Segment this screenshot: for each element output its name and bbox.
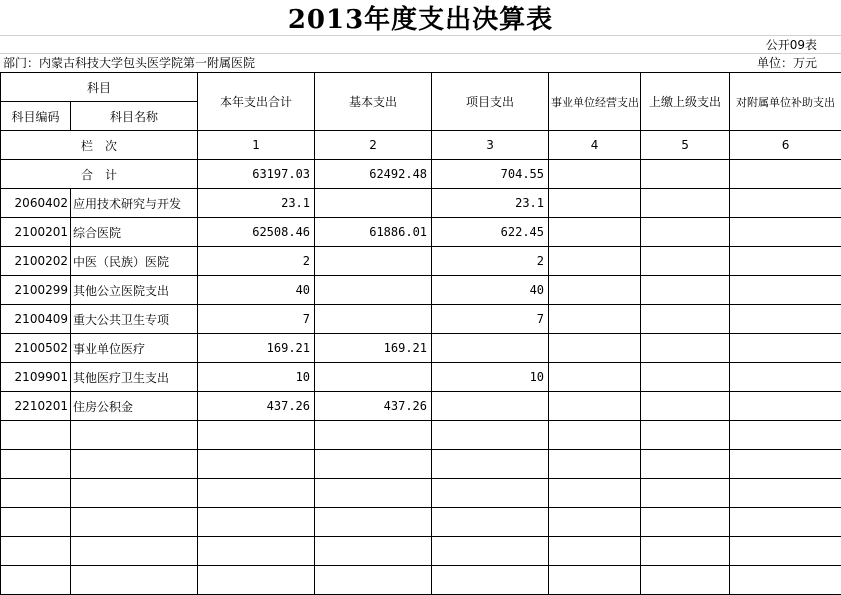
empty-cell [432,537,549,566]
table-row [1,305,841,334]
basic-cell [315,305,432,334]
empty-cell [198,537,315,566]
column-number: 4 [549,131,641,160]
empty-cell [730,566,841,595]
empty-cell [315,508,432,537]
table-row [1,334,841,363]
basic-cell [315,363,432,392]
basic-cell: 437.26 [315,392,432,421]
empty-cell [641,450,730,479]
total-cell: 10 [198,363,315,392]
header-subject-code: 科目编码 [1,102,71,131]
total-row-label: 合 计 [1,160,198,189]
subsidy-cell [730,363,841,392]
empty-cell [549,508,641,537]
basic-cell: 169.21 [315,334,432,363]
header-basic: 基本支出 [315,73,432,131]
upper-cell [641,276,730,305]
total-cell: 63197.03 [198,160,315,189]
upper-cell [641,218,730,247]
subsidy-cell [730,247,841,276]
empty-row [1,537,841,566]
empty-cell [730,508,841,537]
total-cell: 62508.46 [198,218,315,247]
project-cell: 2 [432,247,549,276]
business-cell [549,247,641,276]
empty-cell [432,450,549,479]
grid-line [0,53,841,54]
empty-row [1,421,841,450]
subject-name-cell: 应用技术研究与开发 [71,189,198,218]
column-number: 1 [198,131,315,160]
empty-cell [71,508,198,537]
subject-code-cell: 2060402 [1,189,71,218]
empty-cell [315,537,432,566]
project-cell: 40 [432,276,549,305]
empty-cell [549,450,641,479]
business-cell [549,363,641,392]
table-row [1,218,841,247]
empty-cell [71,566,198,595]
upper-cell [641,363,730,392]
subject-code-cell: 2100409 [1,305,71,334]
empty-cell [641,479,730,508]
header-project: 项目支出 [432,73,549,131]
empty-cell [1,421,71,450]
empty-cell [432,421,549,450]
table-row [1,363,841,392]
business-cell [549,218,641,247]
empty-row [1,479,841,508]
upper-cell [641,247,730,276]
total-cell: 437.26 [198,392,315,421]
header-subject: 科目 [1,73,198,102]
empty-cell [71,421,198,450]
grid-line [0,35,841,36]
subject-name-cell: 其他公立医院支出 [71,276,198,305]
basic-cell [315,276,432,305]
sheet-title: 2013年度支出决算表 [0,0,841,36]
empty-cell [1,508,71,537]
subject-name-cell: 综合医院 [71,218,198,247]
empty-cell [730,421,841,450]
project-cell [432,392,549,421]
empty-cell [315,421,432,450]
total-cell [549,160,641,189]
subsidy-cell [730,276,841,305]
basic-cell [315,189,432,218]
empty-cell [71,479,198,508]
subject-name-cell: 中医（民族）医院 [71,247,198,276]
empty-cell [730,537,841,566]
empty-cell [549,537,641,566]
subject-code-cell: 2100202 [1,247,71,276]
empty-cell [549,566,641,595]
column-number: 6 [730,131,841,160]
expenditure-table [0,72,841,595]
total-cell: 7 [198,305,315,334]
empty-cell [315,450,432,479]
header-upper: 上缴上级支出 [641,73,730,131]
empty-cell [1,450,71,479]
project-cell [432,334,549,363]
total-cell: 2 [198,247,315,276]
department-label: 部门：内蒙古科技大学包头医学院第一附属医院 [3,54,255,72]
business-cell [549,305,641,334]
empty-cell [730,479,841,508]
business-cell [549,276,641,305]
column-number: 5 [641,131,730,160]
subsidy-cell [730,189,841,218]
empty-cell [315,566,432,595]
column-number: 2 [315,131,432,160]
empty-cell [730,450,841,479]
table-row [1,247,841,276]
project-cell: 23.1 [432,189,549,218]
empty-cell [198,479,315,508]
empty-cell [71,450,198,479]
subject-code-cell: 2100502 [1,334,71,363]
project-cell: 7 [432,305,549,334]
empty-cell [549,479,641,508]
total-cell: 169.21 [198,334,315,363]
empty-cell [315,479,432,508]
subject-code-cell: 2100299 [1,276,71,305]
total-cell: 704.55 [432,160,549,189]
upper-cell [641,189,730,218]
empty-cell [641,537,730,566]
subject-code-cell: 2100201 [1,218,71,247]
subject-code-cell: 2210201 [1,392,71,421]
subject-name-cell: 事业单位医疗 [71,334,198,363]
empty-cell [641,421,730,450]
subsidy-cell [730,334,841,363]
column-number-label: 栏 次 [1,131,198,160]
empty-row [1,508,841,537]
empty-cell [432,508,549,537]
empty-cell [641,566,730,595]
subject-name-cell: 重大公共卫生专项 [71,305,198,334]
header-business: 事业单位经营支出 [549,73,641,131]
header-total: 本年支出合计 [198,73,315,131]
form-code: 公开09表 [766,36,817,54]
empty-cell [198,421,315,450]
empty-cell [198,508,315,537]
unit-label: 单位：万元 [757,54,817,72]
header-subject-name: 科目名称 [71,102,198,131]
business-cell [549,189,641,218]
project-cell: 10 [432,363,549,392]
empty-cell [198,450,315,479]
project-cell: 622.45 [432,218,549,247]
column-number: 3 [432,131,549,160]
total-cell: 23.1 [198,189,315,218]
empty-cell [71,537,198,566]
upper-cell [641,392,730,421]
subject-name-cell: 其他医疗卫生支出 [71,363,198,392]
total-cell [641,160,730,189]
empty-cell [1,479,71,508]
table-row [1,276,841,305]
empty-cell [1,566,71,595]
total-cell [730,160,841,189]
subsidy-cell [730,305,841,334]
total-cell: 62492.48 [315,160,432,189]
table-row [1,392,841,421]
subject-code-cell: 2109901 [1,363,71,392]
business-cell [549,334,641,363]
business-cell [549,392,641,421]
subject-name-cell: 住房公积金 [71,392,198,421]
empty-cell [641,508,730,537]
header-subsidy: 对附属单位补助支出 [730,73,841,131]
table-row [1,189,841,218]
upper-cell [641,334,730,363]
upper-cell [641,305,730,334]
empty-cell [549,421,641,450]
total-cell: 40 [198,276,315,305]
empty-row [1,450,841,479]
empty-cell [1,537,71,566]
basic-cell [315,247,432,276]
subsidy-cell [730,218,841,247]
empty-cell [198,566,315,595]
empty-cell [432,479,549,508]
subsidy-cell [730,392,841,421]
basic-cell: 61886.01 [315,218,432,247]
empty-row [1,566,841,595]
empty-cell [432,566,549,595]
